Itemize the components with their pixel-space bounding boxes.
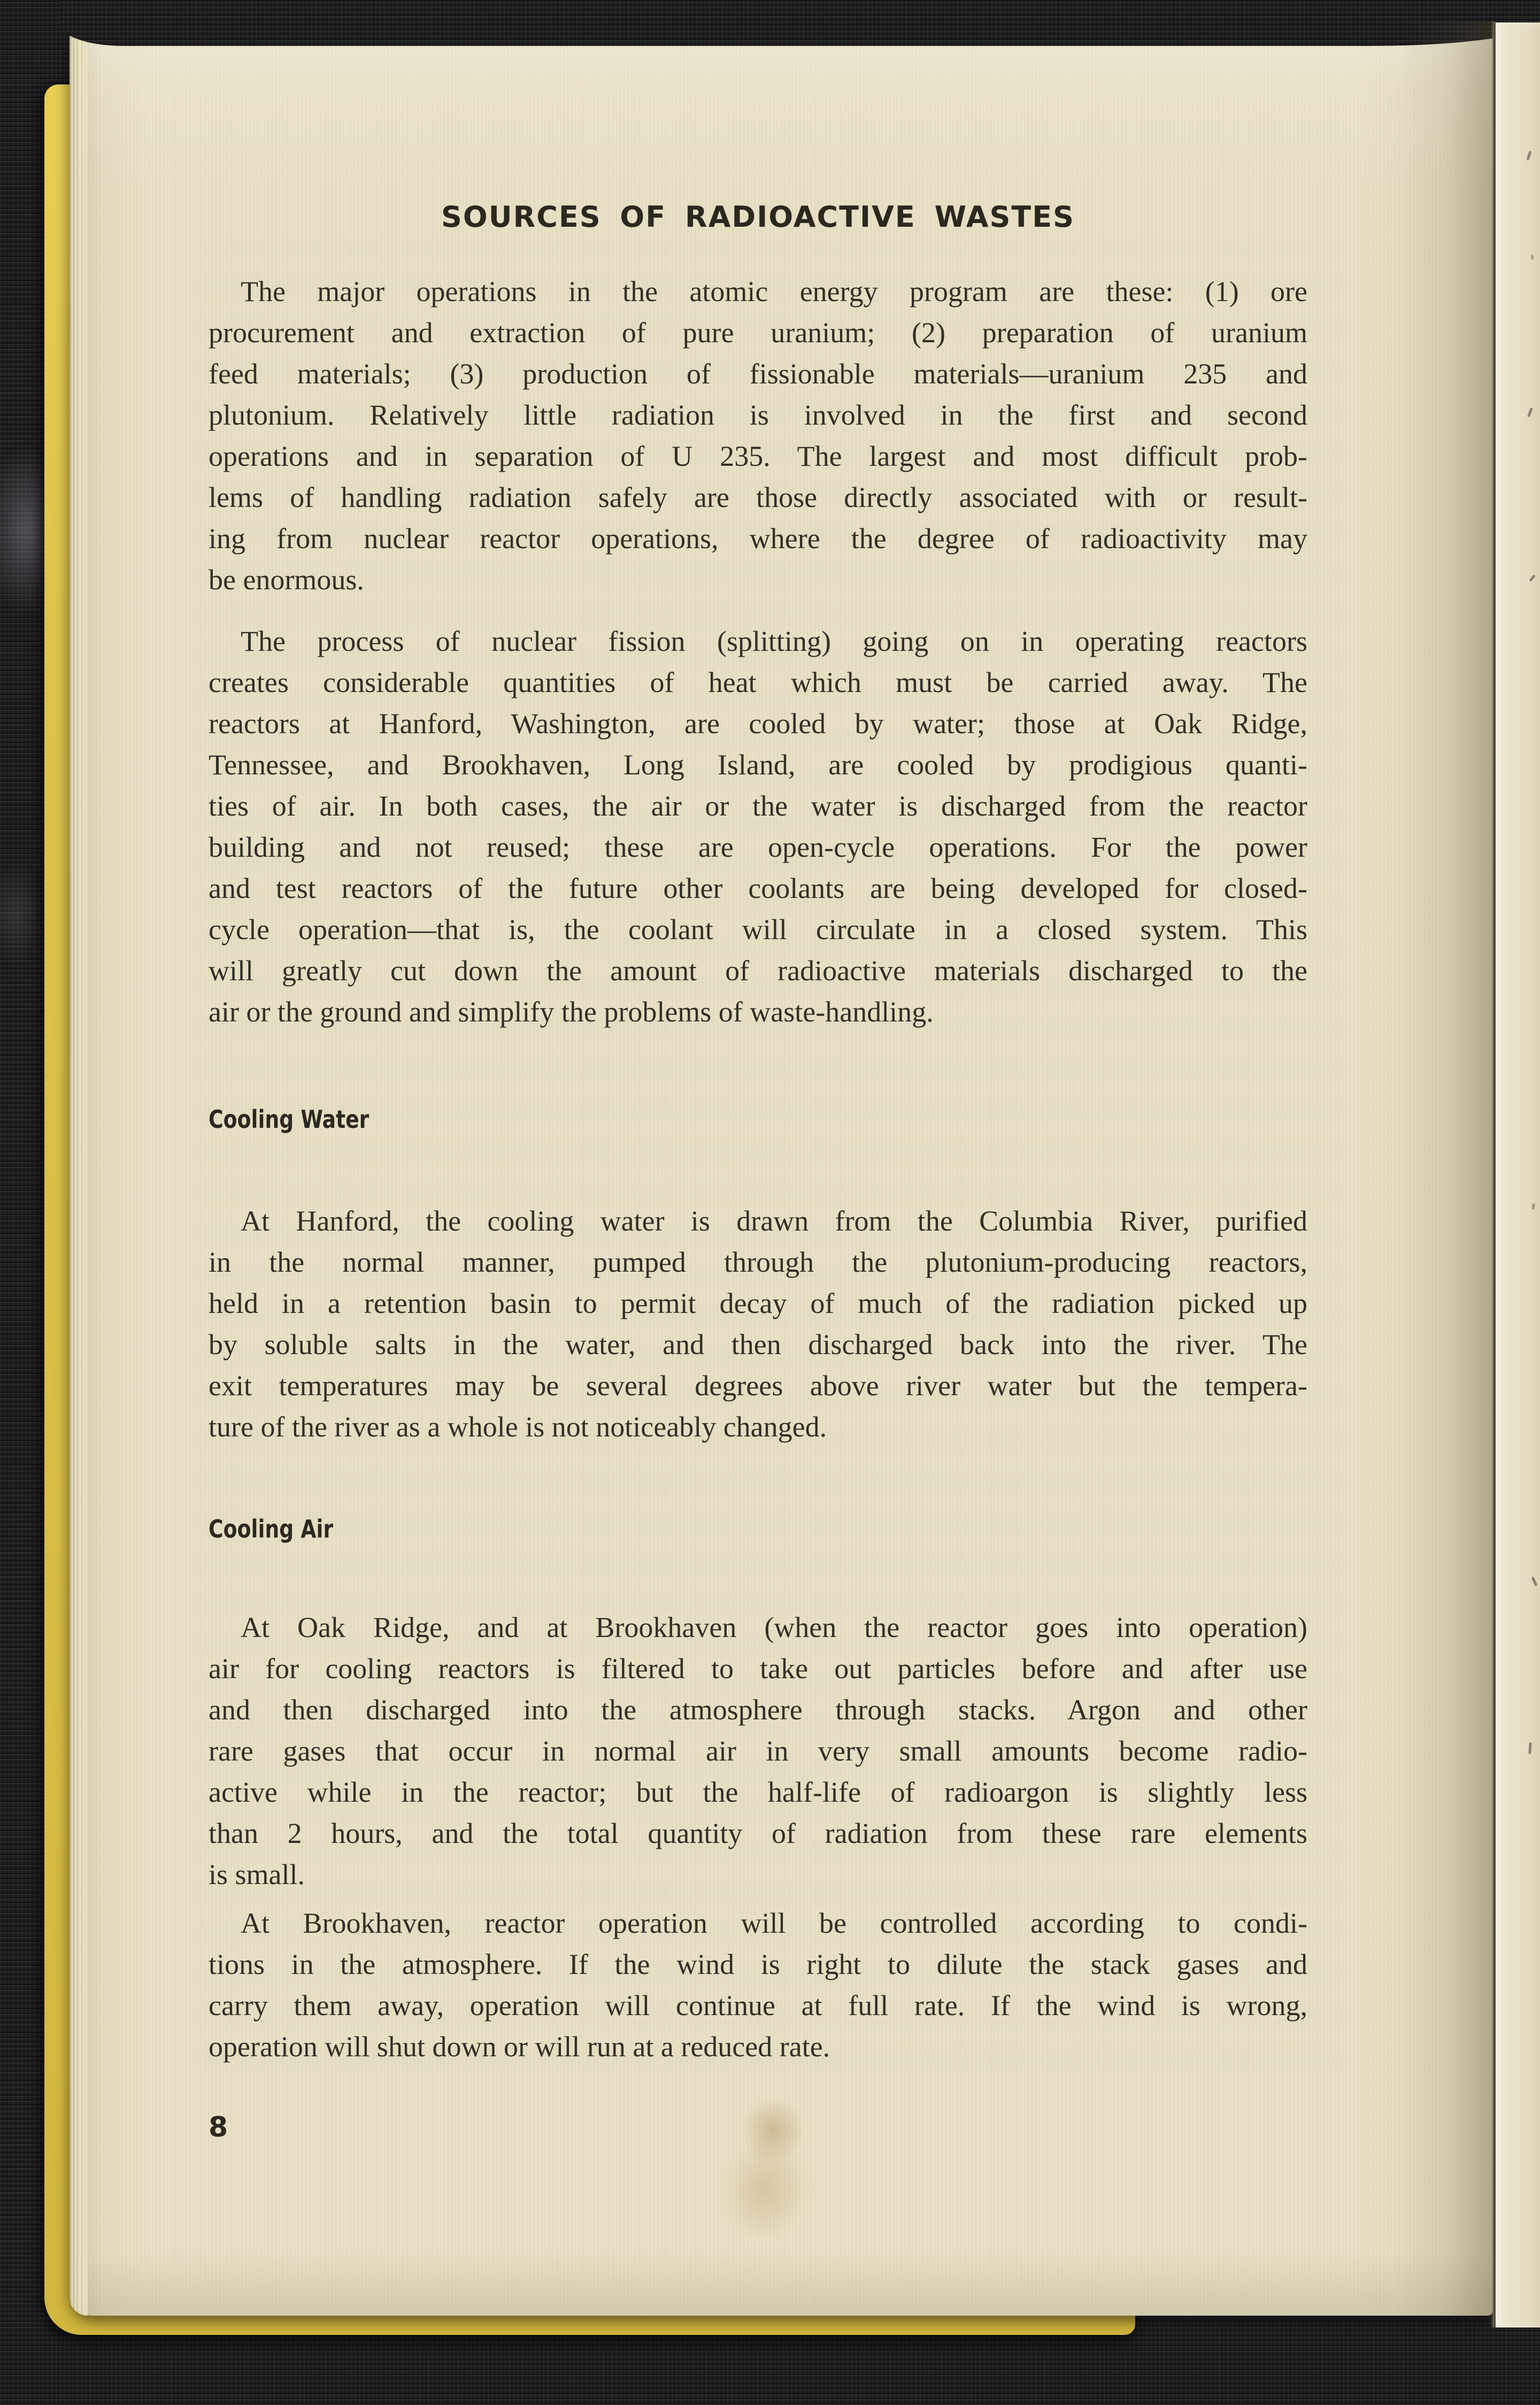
text-line: reactors at Hanford, Washington, are cooled by water; those at Oak Ridge, — [209, 708, 1307, 740]
paper-speck — [1531, 1203, 1535, 1210]
paper-speck — [1529, 574, 1536, 582]
text-line: air or the ground and simplify the problems of waste-handling. — [209, 996, 934, 1028]
text-line: ture of the river as a whole is not noticeably changed. — [209, 1411, 827, 1443]
text-line: tions in the atmosphere. If the wind is right to dilute the stack gases and — [209, 1948, 1307, 1980]
paragraph — [209, 1607, 1307, 1895]
text-line: At Hanford, the cooling water is drawn from the Columbia River, purified — [241, 1205, 1307, 1237]
paper-speck — [1527, 408, 1533, 418]
text-line: At Brookhaven, reactor operation will be controlled according to condi- — [241, 1907, 1307, 1939]
gutter-shadow — [1401, 21, 1492, 2316]
text-line: operation will shut down or will run at a reduced rate. — [209, 2031, 830, 2063]
page-title: SOURCES OF RADIOACTIVE WASTES — [441, 200, 1075, 234]
paper-speck — [1526, 151, 1531, 161]
section-heading: Cooling Air — [209, 1515, 334, 1543]
text-line: in the normal manner, pumped through the plutonium-producing reactors, — [209, 1246, 1307, 1278]
book-cover-fabric-top — [59, 0, 1540, 46]
text-line: feed materials; (3) production of fissionable materials—uranium 235 and — [209, 358, 1307, 390]
text-line: is small. — [209, 1858, 305, 1891]
paragraph — [209, 1903, 1307, 2068]
text-line: by soluble salts in the water, and then discharged back into the river. The — [209, 1328, 1307, 1361]
text-line: creates considerable quantities of heat which must be carried away. The — [209, 666, 1307, 698]
page-stack-edges — [70, 21, 88, 2316]
text-line: rare gases that occur in normal air in very small amounts become radio- — [209, 1735, 1307, 1767]
text-line: plutonium. Relatively little radiation is involved in the first and second — [209, 399, 1307, 431]
adjacent-page-edge — [1496, 22, 1540, 2327]
text-line: carry them away, operation will continue at full rate. If the wind is wrong, — [209, 1989, 1307, 2022]
text-line: building and not reused; these are open-cycle operations. For the power — [209, 831, 1307, 863]
text-line: will greatly cut down the amount of radioactive materials discharged to the — [209, 955, 1307, 987]
text-line: At Oak Ridge, and at Brookhaven (when the reactor goes into operation) — [241, 1611, 1307, 1643]
page-number: 8 — [209, 2111, 228, 2143]
paper-speck — [1528, 1742, 1532, 1754]
book-page — [70, 21, 1493, 2316]
text-line: active while in the reactor; but the half-life of radioargon is slightly less — [209, 1776, 1307, 1808]
paper-speck — [1531, 1577, 1538, 1586]
text-line: than 2 hours, and the total quantity of radiation from these rare elements — [209, 1817, 1307, 1849]
text-line: be enormous. — [209, 564, 364, 596]
section-heading: Cooling Water — [209, 1105, 369, 1134]
paper-speck — [1530, 255, 1534, 260]
text-line: ing from nuclear reactor operations, where the degree of radioactivity may — [209, 523, 1307, 555]
paragraph — [209, 271, 1307, 601]
text-line: and test reactors of the future other coolants are being developed for closed- — [209, 872, 1307, 904]
text-line: ties of air. In both cases, the air or the water is discharged from the reactor — [209, 790, 1307, 822]
paragraph — [209, 1201, 1307, 1448]
text-line: The process of nuclear fission (splitting) going on in operating reactors — [241, 625, 1307, 657]
paragraph — [209, 621, 1307, 1033]
text-line: exit temperatures may be several degrees above river water but the tempera- — [209, 1370, 1307, 1402]
text-line: air for cooling reactors is filtered to take out particles before and after use — [209, 1653, 1307, 1685]
text-line: cycle operation—that is, the coolant will circulate in a closed system. This — [209, 913, 1307, 946]
text-line: procurement and extraction of pure uranium; (2) preparation of uranium — [209, 317, 1307, 349]
text-line: held in a retention basin to permit decay of much of the radiation picked up — [209, 1287, 1307, 1319]
text-column — [209, 21, 1307, 2316]
text-line: lems of handling radiation safely are those directly associated with or result- — [209, 481, 1307, 513]
text-line: The major operations in the atomic energy program are these: (1) ore — [241, 275, 1307, 308]
text-line: Tennessee, and Brookhaven, Long Island, are cooled by prodigious quanti- — [209, 749, 1307, 781]
gutter-crease — [1491, 21, 1496, 2327]
text-line: operations and in separation of U 235. The largest and most difficult prob- — [209, 440, 1307, 472]
text-line: and then discharged into the atmosphere through stacks. Argon and other — [209, 1694, 1307, 1726]
